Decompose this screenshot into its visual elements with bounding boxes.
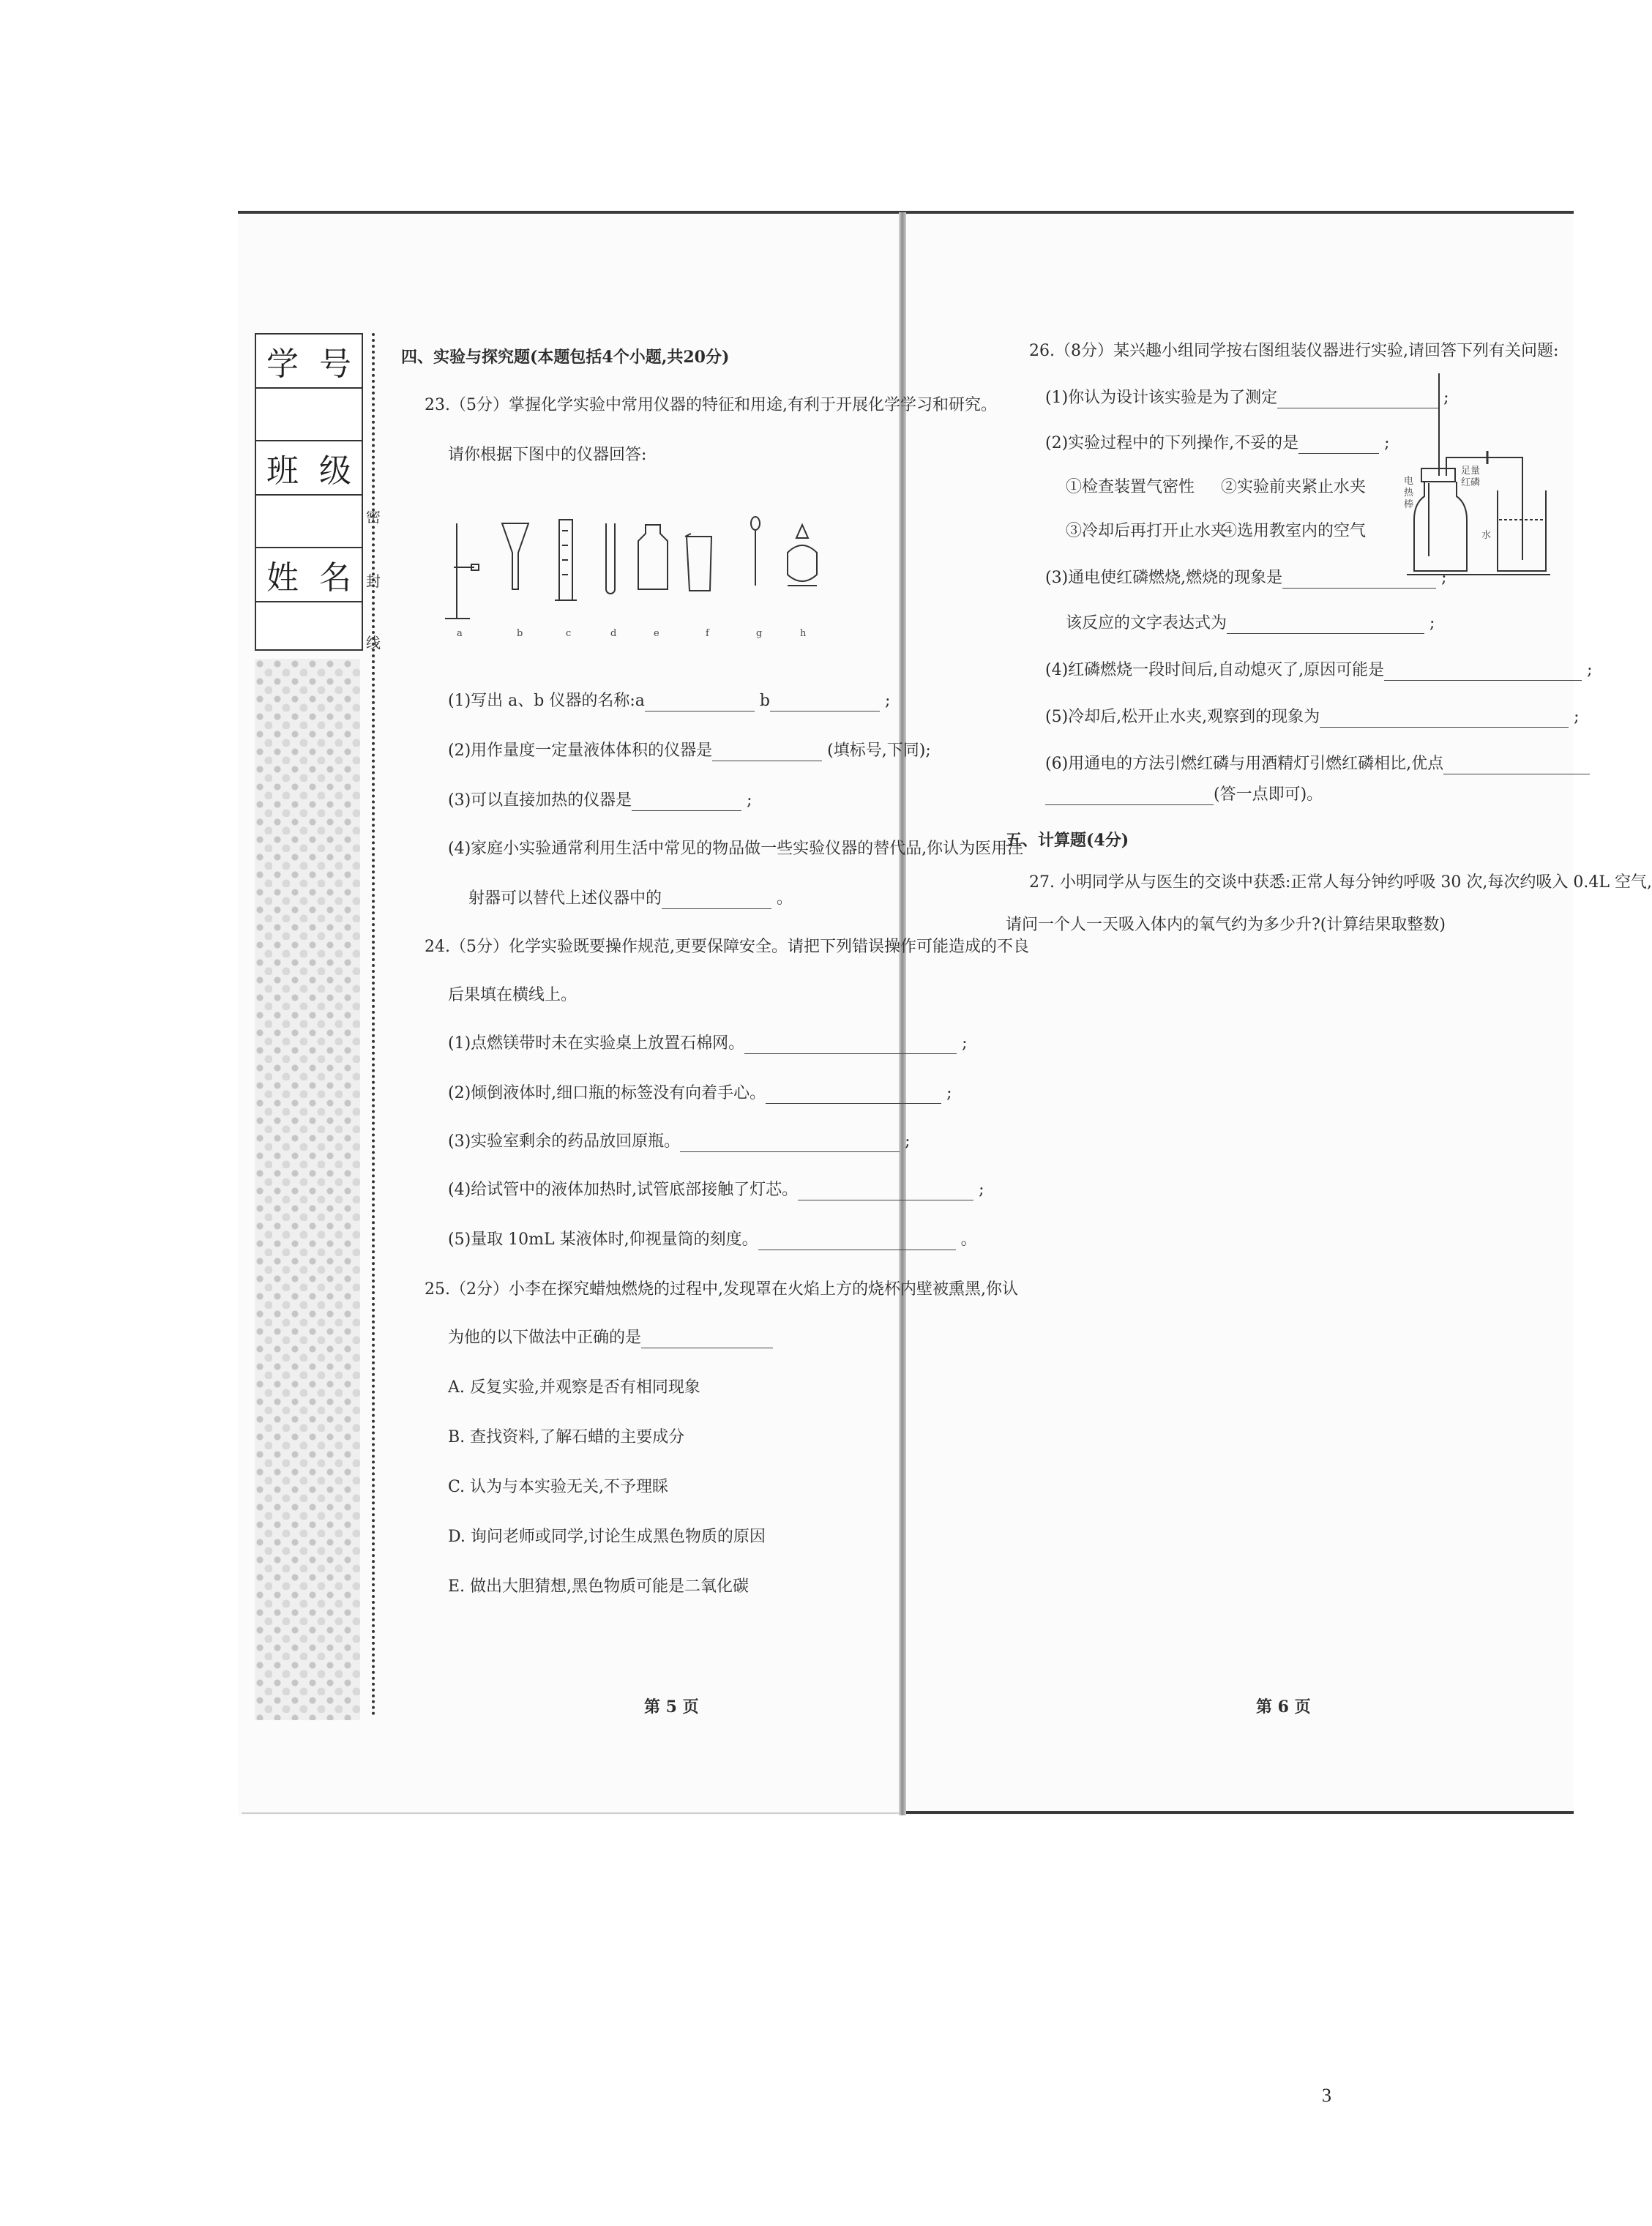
q25-option-d: D. 询问老师或同学,讨论生成黑色物质的原因 xyxy=(448,1528,766,1546)
answer-blank[interactable] xyxy=(758,1235,956,1250)
q26-option1: ①检查装置气密性 xyxy=(1066,478,1195,496)
q25-stem-line1: 25.（2分）小李在探究蜡烛燃烧的过程中,发现罩在火焰上方的烧杯内壁被熏黑,你认 xyxy=(425,1280,1018,1299)
q23-part4-line2: 射器可以替代上述仪器中的 。 xyxy=(468,889,793,908)
graduated-cylinder-icon xyxy=(555,520,577,600)
instrument-letter-d: d xyxy=(610,628,617,639)
name-field[interactable] xyxy=(256,602,362,654)
q24-item4: (4)给试管中的液体加热时,试管底部接触了灯芯。 ; xyxy=(448,1181,984,1199)
q26-option2: ②实验前夹紧止水夹 xyxy=(1221,478,1367,496)
answer-blank[interactable] xyxy=(1443,759,1590,774)
q23-stem: 23.（5分）掌握化学实验中常用仪器的特征和用途,有利于开展化学学习和研究。 xyxy=(425,396,997,414)
iron-stand-icon xyxy=(445,523,479,619)
q26-part6-line1: (6)用通电的方法引燃红磷与用酒精灯引燃红磷相比,优点 xyxy=(1045,754,1590,774)
q25-option-b: B. 查找资料,了解石蜡的主要成分 xyxy=(448,1428,685,1446)
q26-option3: ③冷却后再打开止水夹 xyxy=(1066,522,1227,540)
answer-blank[interactable] xyxy=(1045,790,1214,805)
answer-blank[interactable] xyxy=(798,1185,973,1200)
section5-heading: 五、计算题(4分) xyxy=(1006,831,1129,850)
answer-blank[interactable] xyxy=(712,746,822,761)
q24-stem-line2: 后果填在横线上。 xyxy=(448,986,578,1004)
q24-item2: (2)倾倒液体时,细口瓶的标签没有向着手心。 ; xyxy=(448,1084,952,1102)
answer-blank[interactable] xyxy=(1227,619,1424,634)
instrument-letter-g: g xyxy=(756,628,763,639)
answer-blank[interactable] xyxy=(680,1137,900,1152)
q25-option-a: A. 反复实验,并观察是否有相同现象 xyxy=(448,1378,700,1397)
answer-blank[interactable] xyxy=(1298,438,1379,454)
answer-blank[interactable] xyxy=(770,696,880,712)
funnel-icon xyxy=(502,523,528,589)
q26-part5: (5)冷却后,松开止水夹,观察到的现象为 ; xyxy=(1045,708,1580,726)
answer-blank[interactable] xyxy=(766,1088,941,1104)
page-footer-5: 第 5 页 xyxy=(644,1697,699,1717)
q23-part1: (1)写出 a、b 仪器的名称:a b ; xyxy=(448,692,891,710)
instrument-figure xyxy=(439,509,849,648)
q24-stem-line1: 24.（5分）化学实验既要操作规范,更要保障安全。请把下列错误操作可能造成的不良 xyxy=(425,938,1029,956)
diagram-label-rod: 电热棒 xyxy=(1404,476,1414,510)
q24-item5: (5)量取 10mL 某液体时,仰视量筒的刻度。 。 xyxy=(448,1230,977,1249)
instrument-letter-e: e xyxy=(654,628,659,639)
instrument-letter-h: h xyxy=(800,628,807,639)
q26-part1: (1)你认为设计该实验是为了测定 ; xyxy=(1045,389,1449,407)
class-field[interactable] xyxy=(256,496,362,548)
answer-blank[interactable] xyxy=(632,796,741,811)
q27-line2: 请问一个人一天吸入体内的氧气约为多少升?(计算结果取整数) xyxy=(1006,916,1446,934)
q26-part6-line2: (答一点即可)。 xyxy=(1045,785,1323,805)
diagram-label-phosphorus: 足量红磷 xyxy=(1461,466,1481,488)
instrument-letter-c: c xyxy=(566,628,572,639)
q23-prompt: 请你根据下图中的仪器回答: xyxy=(448,446,647,464)
dropper-icon xyxy=(751,517,760,586)
bottom-border-line xyxy=(900,1811,1574,1814)
q26-part3: (3)通电使红磷燃烧,燃烧的现象是 ; xyxy=(1045,569,1447,587)
answer-blank[interactable] xyxy=(1320,712,1569,728)
q25-option-c: C. 认为与本实验无关,不予理睬 xyxy=(448,1478,669,1496)
q25-option-e: E. 做出大胆猜想,黑色物质可能是二氧化碳 xyxy=(448,1577,750,1596)
page-number: 3 xyxy=(1322,2085,1331,2106)
q26-stem: 26.（8分）某兴趣小组同学按右图组装仪器进行实验,请回答下列有关问题: xyxy=(1029,342,1559,360)
diagram-label-water: 水 xyxy=(1481,530,1492,541)
seal-mark-3: 线 xyxy=(366,634,381,651)
student-id-label: 学 号 xyxy=(256,335,362,389)
instrument-letter-f: f xyxy=(706,628,709,639)
answer-blank[interactable] xyxy=(1384,665,1582,681)
decorative-pattern xyxy=(255,659,360,1720)
answer-blank[interactable] xyxy=(645,696,755,712)
seal-mark-2: 封 xyxy=(366,572,381,590)
q24-item3: (3)实验室剩余的药品放回原瓶。 ; xyxy=(448,1132,911,1151)
q27-line1: 27. 小明同学从与医生的交谈中获悉:正常人每分钟约呼吸 30 次,每次约吸入 0.4L 空气, xyxy=(1029,873,1652,892)
q26-part4: (4)红磷燃烧一段时间后,自动熄灭了,原因可能是 ; xyxy=(1045,661,1593,679)
student-id-field[interactable] xyxy=(256,389,362,441)
jar-icon xyxy=(638,525,668,589)
answer-blank[interactable] xyxy=(641,1333,773,1348)
q26-option4: ④选用教室内的空气 xyxy=(1221,522,1367,540)
page-footer-6: 第 6 页 xyxy=(1256,1697,1311,1717)
bottom-border-line-left xyxy=(242,1812,900,1814)
instrument-letter-a: a xyxy=(457,628,463,639)
q26-part2: (2)实验过程中的下列操作,不妥的是 ; xyxy=(1045,434,1390,452)
name-label: 姓 名 xyxy=(256,548,362,602)
answer-blank[interactable] xyxy=(744,1039,957,1054)
q24-item1: (1)点燃镁带时未在实验桌上放置石棉网。 ; xyxy=(448,1034,968,1053)
q25-stem-line2: 为他的以下做法中正确的是 xyxy=(448,1328,773,1348)
instrument-letter-b: b xyxy=(517,628,523,639)
answer-blank[interactable] xyxy=(662,894,771,909)
beaker-icon xyxy=(685,534,711,591)
seal-mark-1: 密 xyxy=(366,508,381,526)
q23-part4-line1: (4)家庭小实验通常利用生活中常见的物品做一些实验仪器的替代品,你认为医用注 xyxy=(448,840,1024,858)
alcohol-lamp-icon xyxy=(788,525,817,586)
seal-dotted-line xyxy=(372,333,375,1717)
q23-part3: (3)可以直接加热的仪器是 ; xyxy=(448,791,752,810)
q23-part2: (2)用作量度一定量液体体积的仪器是 (填标号,下同); xyxy=(448,742,931,760)
q26-part3b: 该反应的文字表达式为 ; xyxy=(1066,614,1435,632)
section4-heading: 四、实验与探究题(本题包括4个小题,共20分) xyxy=(401,348,730,367)
student-info-box xyxy=(255,333,363,651)
page-fold xyxy=(899,212,906,1815)
class-label: 班 级 xyxy=(256,441,362,496)
test-tube-icon xyxy=(606,523,615,594)
